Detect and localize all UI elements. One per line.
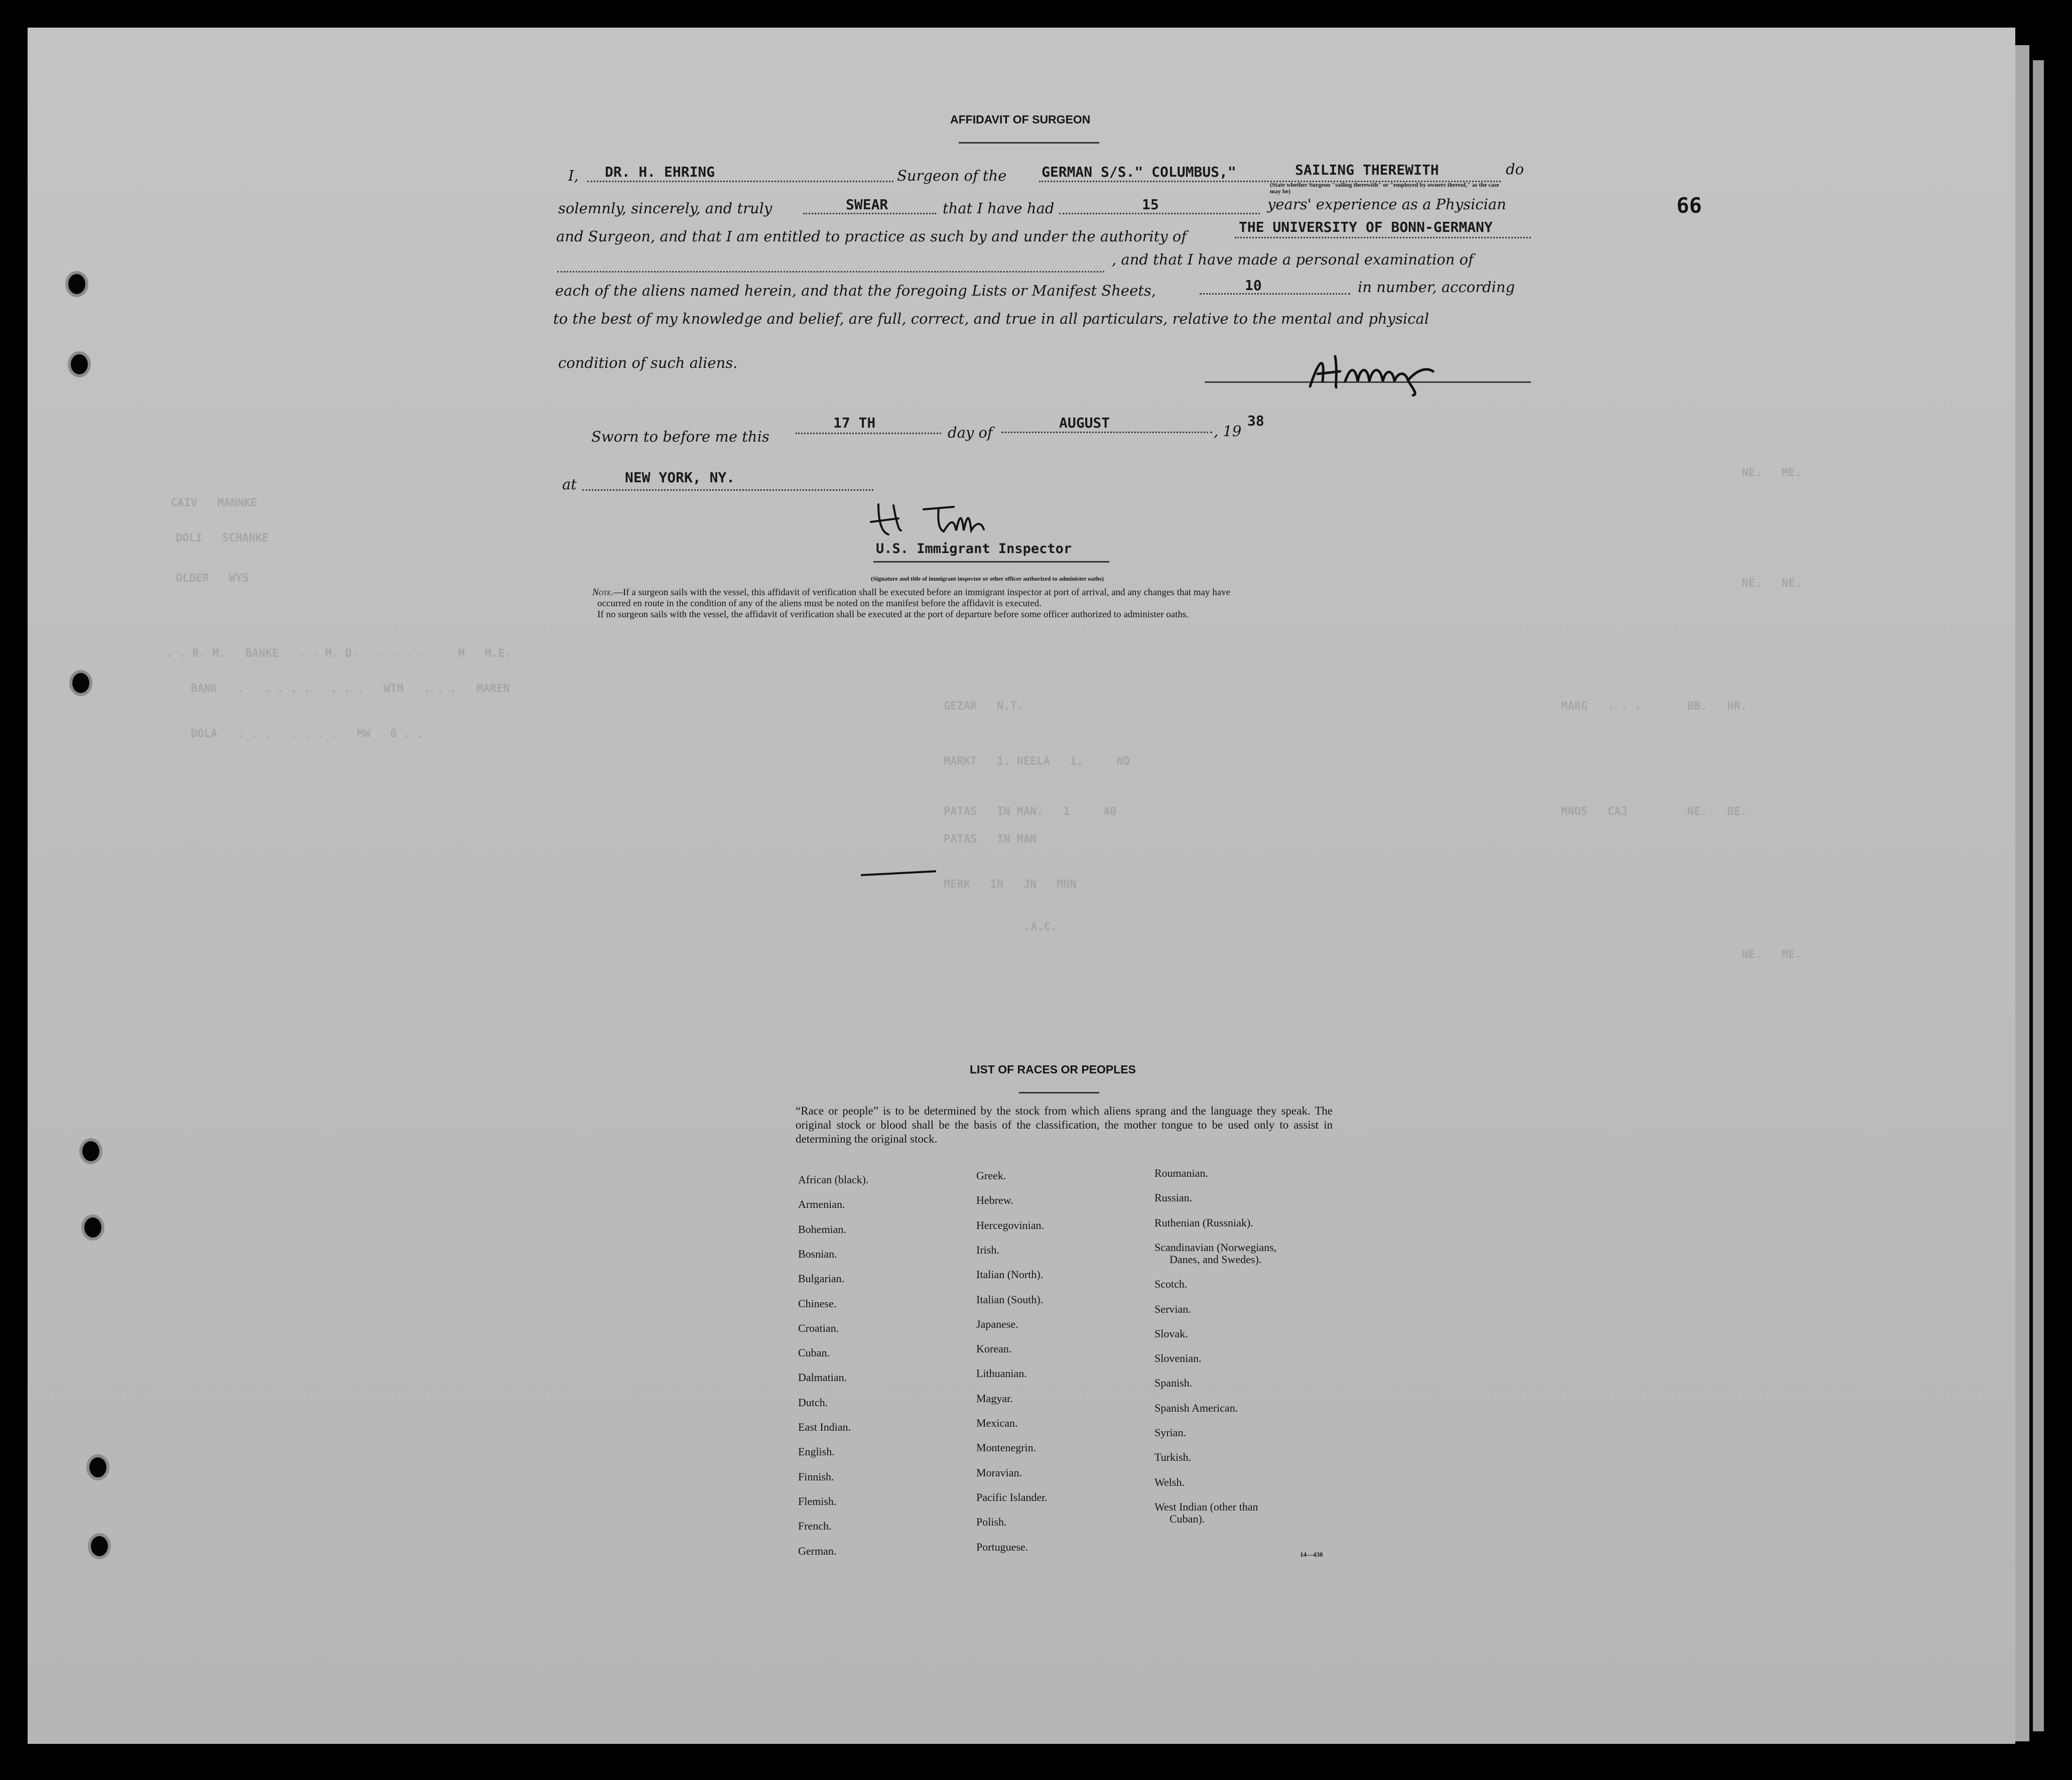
race-list-item: Hercegovinian. xyxy=(976,1219,1044,1231)
form-number: 14—430 xyxy=(1300,1551,1323,1558)
races-title: LIST OF RACES OR PEOPLES xyxy=(970,1063,1136,1076)
signature-mark-icon xyxy=(868,499,1019,539)
signature-line xyxy=(873,561,1109,563)
punch-hole-icon xyxy=(86,1454,109,1480)
fill-in-line xyxy=(1200,293,1350,295)
stacked-page-edge xyxy=(2033,60,2044,1731)
years-experience: 15 xyxy=(1142,196,1159,213)
affidavit-text: years' experience as a Physician xyxy=(1267,196,1506,213)
races-intro: “Race or people” is to be determined by the stock from which aliens sprang and the language they speak. The original stock or blood shall be the basis of the classification, the mother tongue to be used only to assist in determining the original stock. xyxy=(796,1105,1333,1145)
affidavit-text: , and that I have made a personal examination of xyxy=(1112,251,1474,268)
race-list-item: Scandinavian (Norwegians, xyxy=(1154,1241,1277,1254)
race-list-item: West Indian (other than xyxy=(1154,1500,1258,1513)
race-list-item: Roumanian. xyxy=(1154,1167,1208,1179)
race-list-item: Irish. xyxy=(976,1244,999,1256)
race-list-item: Welsh. xyxy=(1154,1476,1185,1488)
race-list-item: Danes, and Swedes). xyxy=(1170,1253,1262,1266)
race-list-item: Scotch. xyxy=(1154,1278,1188,1290)
oath-word: SWEAR xyxy=(846,196,888,213)
affidavit-text: I, xyxy=(568,167,579,184)
race-list-item: Cuban. xyxy=(798,1346,830,1359)
fill-in-line xyxy=(796,433,941,434)
race-list-item: Italian (South). xyxy=(976,1293,1044,1306)
note-text: If no surgeon sails with the vessel, the affidavit of verification shall be executed at the port of departure before some officer authorized to administer oaths. xyxy=(597,609,1189,620)
race-list-item: Hebrew. xyxy=(976,1194,1013,1206)
race-list-item: Turkish. xyxy=(1154,1451,1192,1463)
race-list-item: Ruthenian (Russniak). xyxy=(1154,1216,1253,1229)
race-list-item: Bohemian. xyxy=(798,1223,846,1236)
inspector-signature xyxy=(868,499,1019,541)
fill-in-line xyxy=(587,181,893,182)
punch-hole-icon xyxy=(69,670,92,696)
race-list-item: Spanish American. xyxy=(1154,1402,1238,1414)
fill-in-line xyxy=(803,213,936,214)
fill-in-line xyxy=(1059,213,1260,214)
race-list-item: Dalmatian. xyxy=(798,1371,847,1384)
affidavit-text: each of the aliens named herein, and that the foregoing Lists or Manifest Sheets, xyxy=(555,282,1156,299)
surgeon-name: DR. H. EHRING xyxy=(605,164,715,180)
race-list-item: Slovenian. xyxy=(1154,1352,1202,1364)
affidavit-text: at xyxy=(562,476,577,493)
note-text: occurred en route in the condition of any of the aliens must be noted on the manifest before the affidavit is executed. xyxy=(597,598,1042,609)
licensing-authority: THE UNIVERSITY OF BONN-GERMANY xyxy=(1239,219,1493,235)
race-list-item: Japanese. xyxy=(976,1318,1018,1330)
race-list-item: French. xyxy=(798,1520,832,1532)
race-list-item: Pacific Islander. xyxy=(976,1491,1048,1503)
race-list-item: Flemish. xyxy=(798,1495,837,1508)
affidavit-text: solemnly, sincerely, and truly xyxy=(558,200,772,217)
punch-hole-icon xyxy=(79,1138,102,1164)
affidavit-text: in number, according xyxy=(1358,279,1515,296)
race-list-item: Magyar. xyxy=(976,1392,1013,1405)
race-list-item: Bosnian. xyxy=(798,1248,837,1260)
race-list-item: Mexican. xyxy=(976,1417,1018,1429)
affidavit-text: and Surgeon, and that I am entitled to practice as such by and under the authority of xyxy=(556,228,1187,245)
fill-in-line xyxy=(557,271,1104,272)
race-list-item: Portuguese. xyxy=(976,1541,1028,1553)
surgeon-signature xyxy=(1305,351,1456,398)
sworn-year: 38 xyxy=(1247,413,1264,429)
sworn-place: NEW YORK, NY. xyxy=(625,469,735,486)
note-text: —If a surgeon sails with the vessel, this affidavit of verification shall be executed before an immigrant inspector at port of arrival, and any changes that may have xyxy=(613,587,1231,598)
race-list-item: Slovak. xyxy=(1154,1327,1188,1340)
sailing-status: SAILING THEREWITH xyxy=(1295,162,1439,178)
race-list-item: Lithuanian. xyxy=(976,1367,1027,1380)
affidavit-text: , 19 xyxy=(1214,423,1242,440)
affidavit-text: condition of such aliens. xyxy=(558,354,738,371)
race-list-item: German. xyxy=(798,1545,837,1557)
race-list-item: Korean. xyxy=(976,1342,1012,1355)
manifest-sheet-count: 10 xyxy=(1245,277,1262,294)
affidavit-note xyxy=(592,587,1536,620)
affidavit-text: do xyxy=(1506,161,1524,178)
race-list-item: Syrian. xyxy=(1154,1426,1186,1439)
race-list-item: Croatian. xyxy=(798,1322,839,1334)
affidavit-title: AFFIDAVIT OF SURGEON xyxy=(950,113,1091,126)
page-number: 66 xyxy=(1676,193,1702,218)
race-list-item: Moravian. xyxy=(976,1466,1022,1479)
inspector-title: U.S. Immigrant Inspector xyxy=(876,541,1072,557)
race-list-item: Russian. xyxy=(1154,1191,1193,1204)
title-underline xyxy=(1019,1092,1099,1093)
punch-hole-icon xyxy=(81,1214,104,1241)
race-list-item: Italian (North). xyxy=(976,1268,1044,1281)
affidavit-text: day of xyxy=(948,424,993,441)
race-list-item: Polish. xyxy=(976,1516,1007,1528)
race-list-item: Bulgarian. xyxy=(798,1272,845,1285)
race-list-item: Armenian. xyxy=(798,1198,845,1210)
vessel-name: GERMAN S/S." COLUMBUS," xyxy=(1042,164,1236,180)
race-list-item: Greek. xyxy=(976,1169,1006,1182)
race-list-item: English. xyxy=(798,1445,835,1458)
fill-in-line xyxy=(1001,432,1212,433)
punch-hole-icon xyxy=(68,351,91,377)
affidavit-text: to the best of my knowledge and belief, are full, correct, and true in all particulars, relative to the mental and physical xyxy=(553,310,1429,327)
race-list-item: Spanish. xyxy=(1154,1377,1193,1389)
affidavit-text: Sworn to before me this xyxy=(591,428,769,445)
affidavit-text: Surgeon of the xyxy=(897,167,1007,184)
sworn-day: 17 TH xyxy=(833,415,876,431)
affidavit-text: that I have had xyxy=(943,200,1055,217)
punch-hole-icon xyxy=(65,271,88,297)
note-label: Note. xyxy=(592,587,613,598)
fill-in-line xyxy=(1235,237,1531,238)
race-list-item: Chinese. xyxy=(798,1297,837,1310)
race-list-item: African (black). xyxy=(798,1173,869,1186)
sailing-note: (State whether Surgeon "sailing therewith" or "employed by owners thereof," as the case may be) xyxy=(1270,181,1499,195)
race-list-item: Servian. xyxy=(1154,1303,1191,1315)
race-list-item: Dutch. xyxy=(798,1396,828,1409)
fill-in-line xyxy=(582,489,873,491)
punch-hole-icon xyxy=(88,1533,111,1559)
race-list-item: Montenegrin. xyxy=(976,1441,1037,1454)
title-underline xyxy=(959,142,1099,144)
inspector-caption: (Signature and title of immigrant inspector or other officer authorized to administer oaths) xyxy=(871,575,1104,582)
race-list-item: Cuban). xyxy=(1170,1513,1205,1525)
race-list-item: Finnish. xyxy=(798,1470,834,1483)
sworn-month: AUGUST xyxy=(1059,415,1110,431)
signature-mark-icon xyxy=(1305,351,1456,396)
stacked-page-edge xyxy=(2015,45,2029,1741)
race-list-item: East Indian. xyxy=(798,1421,851,1433)
